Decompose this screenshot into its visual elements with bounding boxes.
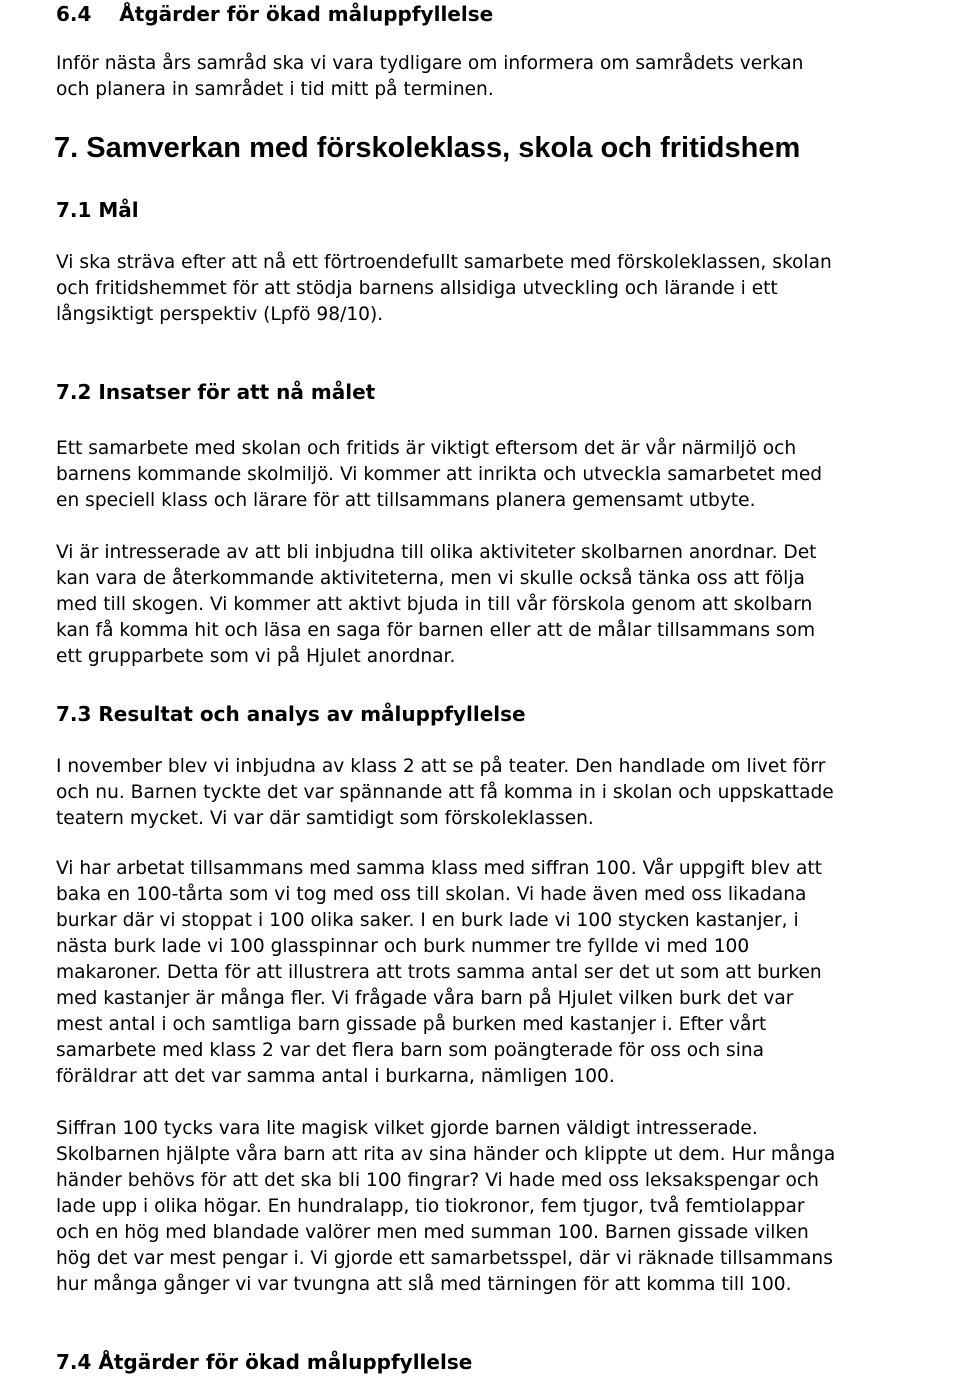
text-line: Skolbarnen hjälpte våra barn att rita av sina händer och klippte ut dem. Hur många [56, 1144, 836, 1165]
section-heading-7-4: 7.4 Åtgärder för ökad måluppfyllelse [56, 1350, 473, 1374]
text-line: och en hög med blandade valörer men med summan 100. Barnen gissade vilken [56, 1222, 809, 1243]
text-line: lade upp i olika högar. En hundralapp, tio tiokronor, fem tjugor, två femtiolappar [56, 1196, 805, 1217]
text-line: kan få komma hit och läsa en saga för barnen eller att de målar tillsammans som [56, 620, 816, 641]
text-line: I november blev vi inbjudna av klass 2 att se på teater. Den handlade om livet förr [56, 756, 826, 777]
text-line: med till skogen. Vi kommer att aktivt bjuda in till vår förskola genom att skolbarn [56, 594, 813, 615]
text-line: Inför nästa års samråd ska vi vara tydligare om informera om samrådets verkan [56, 53, 804, 74]
paragraph-7-3-c [56, 1116, 956, 1298]
text-line: burkar där vi stoppat i 100 olika saker. I en burk lade vi 100 stycken kastanjer, i [56, 910, 799, 931]
text-line: makaroner. Detta för att illustrera att trots samma antal ser det ut som att burken [56, 962, 822, 983]
text-line: samarbete med klass 2 var det flera barn som poängterade för oss och sina [56, 1040, 765, 1061]
paragraph-7-2-b [56, 540, 956, 670]
paragraph-7-2-a [56, 436, 956, 514]
text-line: hög det var mest pengar i. Vi gjorde ett samarbetsspel, där vi räknade tillsammans [56, 1248, 833, 1269]
text-line: Vi är intresserade av att bli inbjudna till olika aktiviteter skolbarnen anordnar. Det [56, 542, 817, 563]
text-line: Vi har arbetat tillsammans med samma klass med siffran 100. Vår uppgift blev att [56, 858, 822, 879]
text-line: en speciell klass och lärare för att tillsammans planera gemensamt utbyte. [56, 490, 756, 511]
text-line: barnens kommande skolmiljö. Vi kommer att inrikta och utveckla samarbetet med [56, 464, 823, 485]
paragraph-7-3-b [56, 856, 956, 1090]
text-line: teatern mycket. Vi var där samtidigt som förskoleklassen. [56, 808, 594, 829]
paragraph-7-1 [56, 250, 956, 328]
chapter-heading-7: 7. Samverkan med förskoleklass, skola och fritidshem [54, 132, 801, 164]
text-line: ett grupparbete som vi på Hjulet anordnar. [56, 646, 456, 667]
text-line: hur många gånger vi var tvungna att slå med tärningen för att komma till 100. [56, 1274, 792, 1295]
text-line: Ett samarbete med skolan och fritids är viktigt eftersom det är vår närmiljö och [56, 438, 797, 459]
text-line: mest antal i och samtliga barn gissade på burken med kastanjer i. Efter vårt [56, 1014, 767, 1035]
section-heading-6-4: 6.4 Åtgärder för ökad måluppfyllelse [56, 2, 494, 26]
text-line: föräldrar att det var samma antal i burkarna, nämligen 100. [56, 1066, 615, 1087]
text-line: med kastanjer är många fler. Vi frågade våra barn på Hjulet vilken burk det var [56, 988, 794, 1009]
section-heading-7-3: 7.3 Resultat och analys av måluppfyllelse [56, 702, 526, 726]
text-line: nästa burk lade vi 100 glasspinnar och burk nummer tre fyllde vi med 100 [56, 936, 750, 957]
text-line: långsiktigt perspektiv (Lpfö 98/10). [56, 304, 384, 325]
text-line: kan vara de återkommande aktiviteterna, men vi skulle också tänka oss att följa [56, 568, 805, 589]
text-line: baka en 100-tårta som vi tog med oss till skolan. Vi hade även med oss likadana [56, 884, 807, 905]
text-line: och nu. Barnen tyckte det var spännande att få komma in i skolan och uppskattade [56, 782, 834, 803]
text-line: Siffran 100 tycks vara lite magisk vilket gjorde barnen väldigt intresserade. [56, 1118, 758, 1139]
paragraph-6-4 [56, 51, 956, 103]
section-heading-7-1: 7.1 Mål [56, 198, 139, 222]
text-line: och planera in samrådet i tid mitt på terminen. [56, 79, 494, 100]
text-line: Vi ska sträva efter att nå ett förtroendefullt samarbete med förskoleklassen, skolan [56, 252, 832, 273]
section-heading-7-2: 7.2 Insatser för att nå målet [56, 380, 376, 404]
text-line: och fritidshemmet för att stödja barnens allsidiga utveckling och lärande i ett [56, 278, 778, 299]
text-line: händer behövs för att det ska bli 100 fingrar? Vi hade med oss leksakspengar och [56, 1170, 819, 1191]
paragraph-7-3-a [56, 754, 956, 832]
